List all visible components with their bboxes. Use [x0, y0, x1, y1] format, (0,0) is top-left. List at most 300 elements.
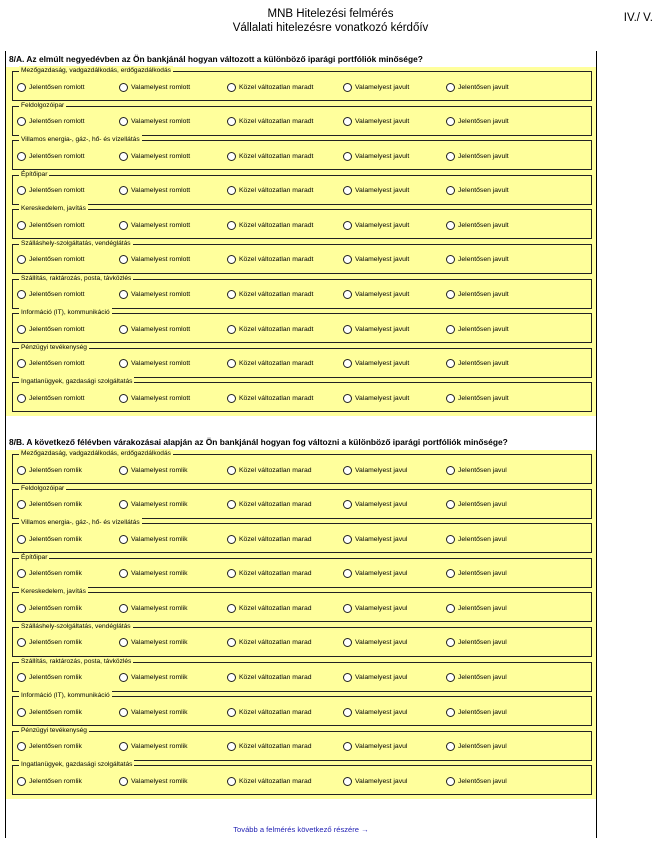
radio-button[interactable]	[17, 394, 26, 403]
radio-option[interactable]	[446, 533, 507, 545]
radio-option-label: Valamelyest javul	[355, 501, 408, 509]
industry-group	[12, 343, 592, 378]
radio-option[interactable]	[17, 464, 82, 476]
radio-button[interactable]	[343, 604, 352, 613]
radio-button[interactable]	[17, 742, 26, 751]
radio-option-label: Közel változatlan maradt	[239, 291, 314, 299]
radio-option[interactable]	[227, 392, 313, 404]
radio-option-label: Jelentősen javult	[458, 256, 509, 264]
radio-option-label: Valamelyest javult	[355, 325, 410, 333]
radio-option[interactable]	[119, 568, 188, 580]
radio-option-label: Jelentősen javul	[458, 570, 507, 578]
radio-button[interactable]	[119, 673, 128, 682]
radio-button[interactable]	[17, 152, 26, 161]
radio-option-label: Jelentősen romlik	[29, 708, 82, 716]
radio-option[interactable]	[227, 289, 313, 301]
radio-button[interactable]	[17, 255, 26, 264]
radio-option[interactable]	[17, 392, 85, 404]
industry-group-label: Pénzügyi tevékenység	[21, 726, 87, 734]
radio-option-label: Valamelyest romlott	[131, 325, 191, 333]
radio-option[interactable]	[446, 150, 509, 162]
radio-button[interactable]	[17, 673, 26, 682]
radio-option[interactable]	[343, 150, 409, 162]
radio-option-label: Jelentősen romlik	[29, 743, 82, 751]
radio-button[interactable]	[17, 638, 26, 647]
radio-option-label: Jelentősen javul	[458, 674, 507, 682]
radio-option-label: Valamelyest romlott	[131, 187, 191, 195]
radio-option[interactable]	[17, 219, 85, 231]
radio-option-label: Valamelyest javult	[355, 291, 410, 299]
radio-button[interactable]	[17, 604, 26, 613]
radio-option-label: Közel változatlan marad	[239, 674, 312, 682]
radio-option[interactable]	[343, 568, 407, 580]
radio-option-label: Valamelyest javul	[355, 639, 408, 647]
radio-option-label: Valamelyest javult	[355, 221, 410, 229]
radio-option[interactable]	[227, 499, 312, 511]
radio-button[interactable]	[119, 290, 128, 299]
radio-option[interactable]	[119, 358, 190, 370]
radio-button[interactable]	[343, 290, 352, 299]
industry-group	[12, 274, 592, 309]
radio-option[interactable]	[119, 499, 188, 511]
radio-option[interactable]	[119, 81, 190, 93]
radio-option-label: Jelentősen javult	[458, 291, 509, 299]
radio-option[interactable]	[227, 568, 312, 580]
radio-option[interactable]	[446, 464, 507, 476]
question-8a-title: 8/A. Az elmúlt negyedévben az Ön bankjánál hogyan változott a különböző iparági portfóliók minősége?	[6, 51, 596, 67]
radio-button[interactable]	[446, 221, 455, 230]
radio-option[interactable]	[17, 602, 82, 614]
radio-option[interactable]	[343, 741, 407, 753]
page-header	[0, 6, 661, 40]
radio-button[interactable]	[446, 290, 455, 299]
radio-button[interactable]	[446, 500, 455, 509]
radio-option[interactable]	[119, 219, 190, 231]
radio-option[interactable]	[446, 499, 507, 511]
industry-group-label: Kereskedelem, javítás	[21, 205, 86, 213]
radio-option[interactable]	[446, 185, 509, 197]
radio-button[interactable]	[446, 325, 455, 334]
radio-option[interactable]	[343, 672, 407, 684]
radio-button[interactable]	[446, 742, 455, 751]
radio-option[interactable]	[227, 81, 313, 93]
radio-option[interactable]	[446, 358, 509, 370]
radio-option-label: Valamelyest romlik	[131, 535, 188, 543]
radio-option[interactable]	[119, 672, 188, 684]
industry-group-label: Mezőgazdaság, vadgazdálkodás, erdőgazdálkodás	[21, 67, 171, 74]
radio-option[interactable]	[17, 499, 82, 511]
radio-button[interactable]	[446, 359, 455, 368]
radio-option-label: Közel változatlan marad	[239, 777, 312, 785]
radio-option[interactable]	[17, 706, 82, 718]
radio-option-label: Jelentősen romlott	[29, 152, 85, 160]
radio-button[interactable]	[119, 708, 128, 717]
radio-button[interactable]	[227, 255, 236, 264]
radio-option[interactable]	[227, 254, 313, 266]
radio-option-label: Jelentősen romlik	[29, 570, 82, 578]
radio-option[interactable]	[446, 672, 507, 684]
radio-option[interactable]	[119, 775, 188, 787]
radio-option[interactable]	[17, 741, 82, 753]
radio-option-label: Jelentősen javult	[458, 83, 509, 91]
radio-option[interactable]	[446, 254, 509, 266]
radio-button[interactable]	[227, 186, 236, 195]
radio-option-label: Valamelyest javult	[355, 187, 410, 195]
survey-title: MNB Hitelezési felmérés	[267, 8, 394, 20]
radio-option-label: Jelentősen romlik	[29, 674, 82, 682]
radio-option-label: Jelentősen romlott	[29, 325, 85, 333]
radio-option[interactable]	[17, 775, 82, 787]
radio-option-label: Valamelyest romlik	[131, 743, 188, 751]
radio-option-label: Közel változatlan maradt	[239, 187, 314, 195]
radio-option[interactable]	[227, 741, 312, 753]
radio-button[interactable]	[119, 152, 128, 161]
radio-option[interactable]	[119, 464, 188, 476]
radio-option[interactable]	[17, 116, 85, 128]
radio-button[interactable]	[343, 708, 352, 717]
radio-option-label: Jelentősen romlott	[29, 256, 85, 264]
radio-option[interactable]	[227, 706, 312, 718]
radio-option[interactable]	[227, 637, 312, 649]
radio-option[interactable]	[119, 150, 190, 162]
radio-button[interactable]	[343, 569, 352, 578]
radio-option[interactable]	[17, 185, 85, 197]
radio-option[interactable]	[119, 637, 188, 649]
radio-option-label: Valamelyest romlik	[131, 777, 188, 785]
radio-option-label: Jelentősen romlik	[29, 777, 82, 785]
radio-option[interactable]	[227, 672, 312, 684]
industry-group-label: Feldolgozóipar	[21, 101, 65, 109]
radio-button[interactable]	[119, 535, 128, 544]
radio-option[interactable]	[446, 289, 509, 301]
radio-option[interactable]	[227, 323, 313, 335]
radio-button[interactable]	[119, 638, 128, 647]
radio-option[interactable]	[17, 358, 85, 370]
radio-option[interactable]	[227, 602, 312, 614]
radio-button[interactable]	[119, 359, 128, 368]
radio-button[interactable]	[227, 83, 236, 92]
radio-button[interactable]	[227, 359, 236, 368]
industry-group-label: Villamos energia-, gáz-, hő- és vízellátás	[21, 136, 140, 144]
radio-option[interactable]	[227, 533, 312, 545]
radio-option-label: Jelentősen romlott	[29, 187, 85, 195]
radio-button[interactable]	[227, 117, 236, 126]
radio-option-label: Jelentősen javult	[458, 394, 509, 402]
radio-option[interactable]	[446, 392, 509, 404]
radio-option[interactable]	[343, 254, 409, 266]
radio-option-label: Valamelyest javul	[355, 674, 408, 682]
radio-option[interactable]	[119, 741, 188, 753]
radio-button[interactable]	[17, 500, 26, 509]
radio-option-label: Közel változatlan marad	[239, 708, 312, 716]
radio-option[interactable]	[343, 81, 409, 93]
radio-button[interactable]	[343, 742, 352, 751]
radio-button[interactable]	[119, 777, 128, 786]
radio-button[interactable]	[227, 708, 236, 717]
radio-option-label: Jelentősen romlik	[29, 604, 82, 612]
radio-button[interactable]	[446, 569, 455, 578]
radio-option[interactable]	[446, 568, 507, 580]
radio-button[interactable]	[227, 535, 236, 544]
radio-option[interactable]	[17, 323, 85, 335]
radio-option[interactable]	[17, 637, 82, 649]
radio-option[interactable]	[446, 81, 509, 93]
radio-option-label: Valamelyest romlott	[131, 291, 191, 299]
industry-group-label: Pénzügyi tevékenység	[21, 343, 87, 351]
radio-option[interactable]	[17, 533, 82, 545]
radio-button[interactable]	[343, 152, 352, 161]
radio-option-label: Valamelyest javul	[355, 570, 408, 578]
radio-button[interactable]	[343, 221, 352, 230]
industry-group	[12, 239, 592, 274]
radio-button[interactable]	[119, 83, 128, 92]
radio-option-label: Valamelyest romlik	[131, 466, 188, 474]
industry-group-label: Kereskedelem, javítás	[21, 588, 86, 596]
radio-option[interactable]	[227, 185, 313, 197]
radio-button[interactable]	[17, 186, 26, 195]
radio-button[interactable]	[227, 290, 236, 299]
radio-option-label: Valamelyest javul	[355, 535, 408, 543]
radio-button[interactable]	[227, 221, 236, 230]
radio-button[interactable]	[343, 255, 352, 264]
radio-option[interactable]	[343, 323, 409, 335]
industry-group-label: Információ (IT), kommunikáció	[21, 692, 110, 700]
radio-button[interactable]	[17, 325, 26, 334]
radio-option[interactable]	[343, 219, 409, 231]
radio-button[interactable]	[343, 777, 352, 786]
radio-button[interactable]	[343, 359, 352, 368]
radio-button[interactable]	[446, 673, 455, 682]
radio-option[interactable]	[227, 150, 313, 162]
radio-button[interactable]	[343, 394, 352, 403]
radio-option[interactable]	[119, 185, 190, 197]
radio-button[interactable]	[343, 500, 352, 509]
radio-option[interactable]	[17, 289, 85, 301]
radio-button[interactable]	[119, 500, 128, 509]
radio-option[interactable]	[119, 706, 188, 718]
radio-button[interactable]	[119, 466, 128, 475]
radio-option-label: Valamelyest romlott	[131, 394, 191, 402]
radio-button[interactable]	[227, 604, 236, 613]
radio-button[interactable]	[17, 221, 26, 230]
radio-option[interactable]	[446, 323, 509, 335]
radio-option[interactable]	[119, 254, 190, 266]
radio-button[interactable]	[446, 466, 455, 475]
radio-button[interactable]	[17, 708, 26, 717]
radio-button[interactable]	[17, 777, 26, 786]
radio-option-label: Valamelyest romlik	[131, 501, 188, 509]
radio-button[interactable]	[119, 569, 128, 578]
radio-button[interactable]	[119, 325, 128, 334]
section-8a	[6, 51, 596, 416]
radio-option-label: Közel változatlan marad	[239, 743, 312, 751]
radio-option-label: Közel változatlan maradt	[239, 394, 314, 402]
radio-option-label: Valamelyest romlik	[131, 639, 188, 647]
radio-option-label: Valamelyest javul	[355, 708, 408, 716]
radio-button[interactable]	[446, 604, 455, 613]
radio-option-label: Jelentősen javul	[458, 639, 507, 647]
radio-option-label: Valamelyest javult	[355, 118, 410, 126]
radio-option-label: Közel változatlan marad	[239, 535, 312, 543]
radio-option[interactable]	[446, 775, 507, 787]
radio-button[interactable]	[17, 359, 26, 368]
radio-option[interactable]	[446, 637, 507, 649]
radio-option-label: Jelentősen javul	[458, 501, 507, 509]
radio-option-label: Jelentősen javul	[458, 743, 507, 751]
radio-button[interactable]	[343, 117, 352, 126]
radio-button[interactable]	[446, 638, 455, 647]
radio-button[interactable]	[227, 152, 236, 161]
radio-button[interactable]	[17, 290, 26, 299]
radio-button[interactable]	[119, 604, 128, 613]
radio-button[interactable]	[446, 83, 455, 92]
radio-option[interactable]	[343, 392, 409, 404]
radio-button[interactable]	[17, 535, 26, 544]
radio-option[interactable]	[343, 499, 407, 511]
radio-option[interactable]	[227, 358, 313, 370]
radio-button[interactable]	[119, 117, 128, 126]
industry-group	[12, 450, 592, 484]
radio-option-label: Közel változatlan marad	[239, 604, 312, 612]
radio-option-label: Jelentősen javul	[458, 466, 507, 474]
radio-option-label: Valamelyest javult	[355, 152, 410, 160]
radio-option-label: Jelentősen romlott	[29, 118, 85, 126]
radio-option-label: Közel változatlan marad	[239, 639, 312, 647]
radio-button[interactable]	[227, 569, 236, 578]
radio-option-label: Jelentősen romlik	[29, 501, 82, 509]
radio-button[interactable]	[119, 221, 128, 230]
radio-option[interactable]	[17, 150, 85, 162]
radio-button[interactable]	[227, 673, 236, 682]
industry-group-label: Szállítás, raktározás, posta, távközlés	[21, 274, 132, 282]
radio-option[interactable]	[119, 289, 190, 301]
radio-option[interactable]	[119, 602, 188, 614]
radio-option[interactable]	[343, 533, 407, 545]
radio-button[interactable]	[343, 83, 352, 92]
industry-group	[12, 519, 592, 553]
radio-option[interactable]	[119, 533, 188, 545]
radio-button[interactable]	[119, 742, 128, 751]
industry-group	[12, 205, 592, 239]
radio-option[interactable]	[119, 323, 190, 335]
radio-button[interactable]	[446, 708, 455, 717]
radio-option[interactable]	[119, 392, 190, 404]
industry-group	[12, 309, 592, 343]
radio-button[interactable]	[343, 186, 352, 195]
page-number: IV./ V.	[623, 12, 653, 24]
radio-option[interactable]	[446, 706, 507, 718]
survey-subtitle: Vállalati hitelezésre vonatkozó kérdőív	[232, 22, 429, 34]
radio-option[interactable]	[343, 775, 407, 787]
radio-option[interactable]	[227, 775, 312, 787]
radio-option[interactable]	[343, 602, 407, 614]
radio-button[interactable]	[227, 325, 236, 334]
radio-option-label: Valamelyest javul	[355, 466, 408, 474]
radio-button[interactable]	[227, 638, 236, 647]
radio-option[interactable]	[227, 219, 313, 231]
radio-button[interactable]	[17, 117, 26, 126]
radio-button[interactable]	[343, 535, 352, 544]
radio-option[interactable]	[446, 602, 507, 614]
radio-button[interactable]	[446, 255, 455, 264]
radio-button[interactable]	[17, 569, 26, 578]
radio-button[interactable]	[446, 152, 455, 161]
radio-option[interactable]	[17, 672, 82, 684]
radio-button[interactable]	[119, 394, 128, 403]
radio-option[interactable]	[446, 741, 507, 753]
radio-option[interactable]	[227, 116, 313, 128]
radio-option[interactable]	[446, 219, 509, 231]
radio-button[interactable]	[343, 638, 352, 647]
radio-button[interactable]	[343, 673, 352, 682]
radio-button[interactable]	[17, 83, 26, 92]
industry-group	[12, 484, 592, 519]
radio-option-label: Jelentősen romlott	[29, 83, 85, 91]
radio-option[interactable]	[343, 289, 409, 301]
radio-button[interactable]	[343, 466, 352, 475]
industry-group-label: Ingatlanügyek, gazdasági szolgáltatás	[21, 761, 133, 769]
radio-option[interactable]	[343, 706, 407, 718]
radio-option[interactable]	[343, 185, 409, 197]
radio-option-label: Közel változatlan maradt	[239, 83, 314, 91]
radio-option[interactable]	[119, 116, 190, 128]
radio-option[interactable]	[343, 637, 407, 649]
industry-group-label: Szálláshely-szolgáltatás, vendéglátás	[21, 622, 131, 630]
radio-button[interactable]	[343, 325, 352, 334]
radio-button[interactable]	[227, 394, 236, 403]
radio-option[interactable]	[343, 358, 409, 370]
radio-button[interactable]	[227, 777, 236, 786]
radio-button[interactable]	[17, 466, 26, 475]
radio-button[interactable]	[227, 466, 236, 475]
radio-option-label: Valamelyest javul	[355, 777, 408, 785]
radio-button[interactable]	[227, 500, 236, 509]
radio-button[interactable]	[446, 117, 455, 126]
radio-option[interactable]	[343, 464, 407, 476]
question-8a-body	[6, 67, 596, 416]
radio-option-label: Jelentősen javul	[458, 708, 507, 716]
radio-option-label: Valamelyest javult	[355, 83, 410, 91]
radio-option-label: Közel változatlan maradt	[239, 221, 314, 229]
radio-button[interactable]	[446, 777, 455, 786]
radio-button[interactable]	[446, 186, 455, 195]
radio-option[interactable]	[343, 116, 409, 128]
industry-group-label: Szállítás, raktározás, posta, távközlés	[21, 657, 132, 665]
radio-button[interactable]	[446, 535, 455, 544]
industry-group-label: Építőipar	[21, 553, 48, 561]
radio-button[interactable]	[119, 255, 128, 264]
radio-button[interactable]	[119, 186, 128, 195]
radio-option-label: Valamelyest javult	[355, 256, 410, 264]
radio-option-label: Jelentősen romlott	[29, 291, 85, 299]
next-section-link[interactable]: Tovább a felmérés következő részére →	[233, 825, 369, 834]
radio-option[interactable]	[17, 568, 82, 580]
radio-button[interactable]	[446, 394, 455, 403]
radio-option-label: Jelentősen javult	[458, 221, 509, 229]
radio-option-label: Közel változatlan maradt	[239, 325, 314, 333]
radio-option-label: Valamelyest romlott	[131, 360, 191, 368]
radio-option[interactable]	[17, 254, 85, 266]
radio-option-label: Jelentősen romlik	[29, 466, 82, 474]
radio-option-label: Jelentősen romlott	[29, 394, 85, 402]
radio-option[interactable]	[227, 464, 312, 476]
radio-option-label: Közel változatlan maradt	[239, 152, 314, 160]
survey-form	[5, 51, 597, 838]
radio-option[interactable]	[17, 81, 85, 93]
radio-button[interactable]	[227, 742, 236, 751]
radio-option-label: Jelentősen romlott	[29, 360, 85, 368]
radio-option[interactable]	[446, 116, 509, 128]
